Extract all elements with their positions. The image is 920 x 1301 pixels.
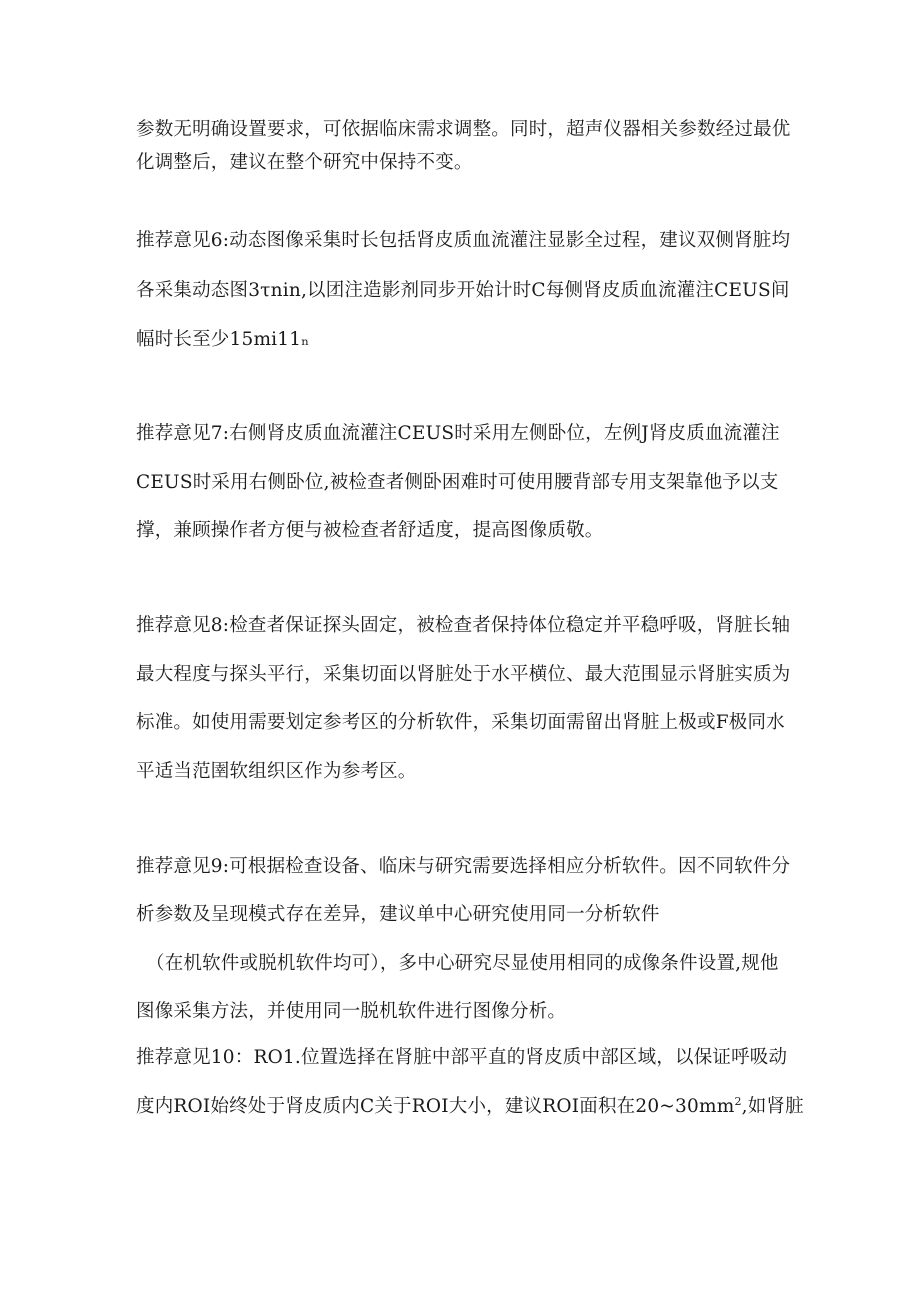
text-line: CEUS时采用右侧卧位,被检查者侧卧困难时可使用腰背部专用支架靠他予以支 bbox=[136, 472, 779, 493]
text-line: 标准。如使用需要划定参考区的分析软件，采集切面需留出肾脏上极或F极同水 bbox=[136, 712, 785, 733]
text-line: 推荐意见9:可根据检查设备、临床与研究需要选择相应分析软件。因不同软件分 bbox=[136, 856, 791, 877]
text-line: 各采集动态图3τnin,以团注造影剂同步开始计时C每侧肾皮质血流灌注CEUS间 bbox=[136, 280, 790, 301]
text-segment: 度内ROI始终处于肾皮质内C关于ROI大小，建议ROI面积在20~30mm bbox=[136, 1096, 735, 1117]
text-line: （在机软件或脱机软件均可），多中心研究尽显使用相同的成像条件设置,规他 bbox=[146, 953, 779, 974]
text-line: 幅时长至少15mi11ₙ bbox=[136, 329, 310, 350]
text-line: 化调整后，建议在整个研究中保持不变。 bbox=[136, 152, 473, 173]
text-line: 参数无明确设置要求，可依据临床需求调整。同时，超声仪器相关参数经过最优 bbox=[136, 119, 791, 140]
text-segment: ,如肾脏 bbox=[741, 1096, 804, 1117]
text-line: 析参数及呈现模式存在差异，建议单中心研究使用同一分析软件 bbox=[136, 904, 660, 925]
text-line: 推荐意见7:右侧肾皮质血流灌注CEUS时采用左侧卧位，左例J肾皮质血流灌注 bbox=[136, 423, 780, 444]
text-line: 推荐意见10：RO1.位置选择在肾脏中部平直的肾皮质中部区域，以保证呼吸动 bbox=[136, 1047, 788, 1068]
text-line: 平适当范圉软组织区作为参考区。 bbox=[136, 761, 417, 782]
text-line bbox=[136, 1095, 804, 1119]
text-line: 最大程度与探头平行，采集切面以肾脏处于水平横位、最大范围显示肾脏实质为 bbox=[136, 664, 791, 685]
text-line: 推荐意见8:检查者保证探头固定，被检查者保持体位稳定并平稳呼吸，肾脏长轴 bbox=[136, 615, 791, 636]
superscript: 2 bbox=[734, 1094, 742, 1108]
text-line: 图像采集方法，并使用同一脱机软件进行图像分析。 bbox=[136, 1001, 567, 1022]
text-line: 撑，兼顾操作者方便与被检查者舒适度，提高图像质敬。 bbox=[136, 520, 604, 541]
text-line: 推荐意见6:动态图像采集时长包括肾皮质血流灌注显影全过程，建议双侧肾脏均 bbox=[136, 230, 791, 251]
